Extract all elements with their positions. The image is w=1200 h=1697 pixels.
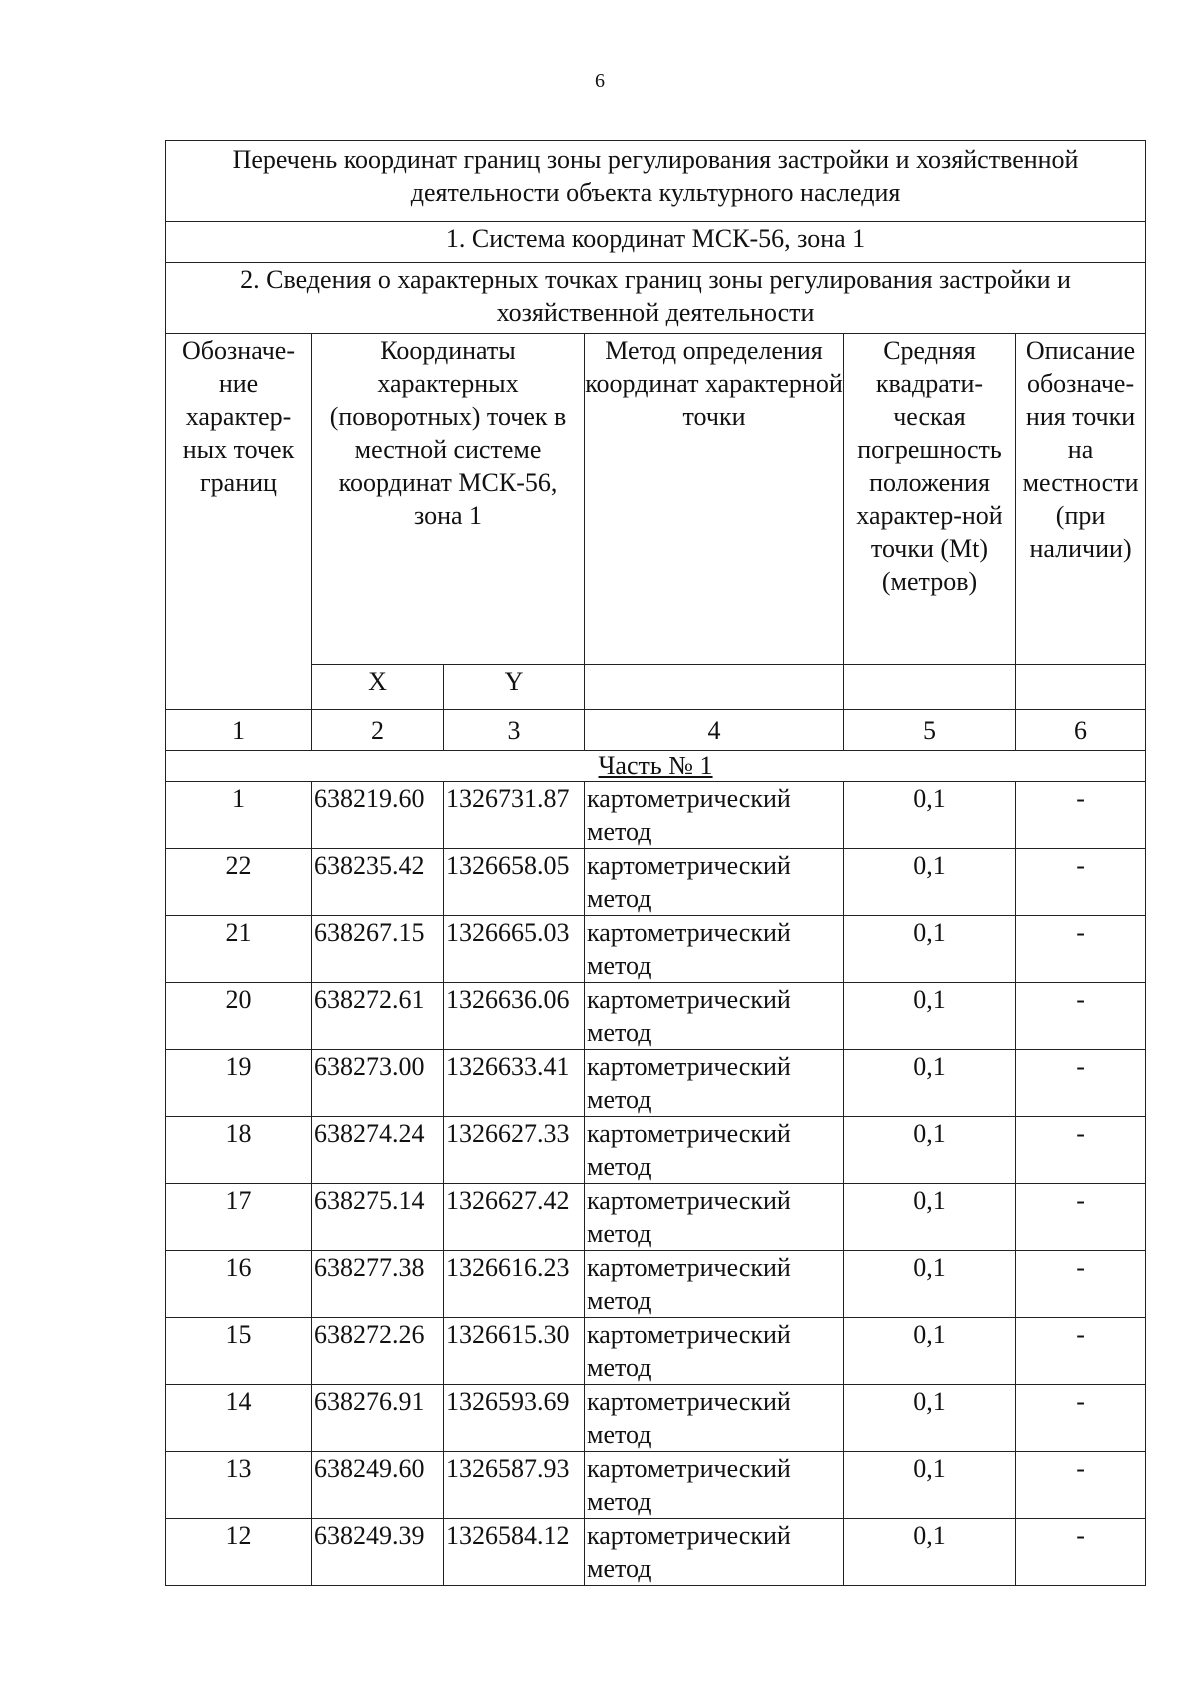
table-row bbox=[166, 1519, 1146, 1586]
coord-y: 1326665.03 bbox=[444, 916, 585, 983]
mean-error: 0,1 bbox=[844, 1251, 1016, 1318]
coord-y: 1326658.05 bbox=[444, 849, 585, 916]
table-row bbox=[166, 1318, 1146, 1385]
coordinate-system: 1. Система координат МСК-56, зона 1 bbox=[166, 222, 1146, 263]
part-label-cell bbox=[166, 751, 1146, 782]
method: картометрический метод bbox=[585, 1117, 844, 1184]
method: картометрический метод bbox=[585, 916, 844, 983]
method: картометрический метод bbox=[585, 983, 844, 1050]
coord-y: 1326633.41 bbox=[444, 1050, 585, 1117]
description: - bbox=[1016, 1519, 1146, 1586]
header-description-blank bbox=[1016, 665, 1146, 710]
mean-error: 0,1 bbox=[844, 1117, 1016, 1184]
mean-error: 0,1 bbox=[844, 916, 1016, 983]
column-number: 1 bbox=[166, 710, 312, 751]
table-row bbox=[166, 1184, 1146, 1251]
description: - bbox=[1016, 916, 1146, 983]
coordinates-table bbox=[165, 140, 1146, 1586]
column-number: 3 bbox=[444, 710, 585, 751]
point-number: 19 bbox=[166, 1050, 312, 1117]
point-number: 22 bbox=[166, 849, 312, 916]
part-label: Часть № 1 bbox=[598, 751, 713, 780]
header-error: Средняя квадрати-ческая погрешность положения характер-ной точки (Mt) (метров) bbox=[844, 334, 1016, 665]
column-number: 6 bbox=[1016, 710, 1146, 751]
method: картометрический метод bbox=[585, 1050, 844, 1117]
mean-error: 0,1 bbox=[844, 1318, 1016, 1385]
mean-error: 0,1 bbox=[844, 1452, 1016, 1519]
coord-x: 638277.38 bbox=[312, 1251, 444, 1318]
table-row bbox=[166, 1452, 1146, 1519]
mean-error: 0,1 bbox=[844, 849, 1016, 916]
coord-y: 1326616.23 bbox=[444, 1251, 585, 1318]
method: картометрический метод bbox=[585, 1318, 844, 1385]
header-point-designation: Обозначе-ние характер-ных точек границ bbox=[166, 334, 312, 710]
description: - bbox=[1016, 1117, 1146, 1184]
table-row bbox=[166, 782, 1146, 849]
coord-y: 1326584.12 bbox=[444, 1519, 585, 1586]
table-row bbox=[166, 1117, 1146, 1184]
point-number: 15 bbox=[166, 1318, 312, 1385]
coord-x: 638276.91 bbox=[312, 1385, 444, 1452]
coord-x: 638235.42 bbox=[312, 849, 444, 916]
column-number: 5 bbox=[844, 710, 1016, 751]
mean-error: 0,1 bbox=[844, 1050, 1016, 1117]
point-number: 13 bbox=[166, 1452, 312, 1519]
column-number: 4 bbox=[585, 710, 844, 751]
point-number: 1 bbox=[166, 782, 312, 849]
coord-y: 1326627.33 bbox=[444, 1117, 585, 1184]
coord-x: 638275.14 bbox=[312, 1184, 444, 1251]
header-y: Y bbox=[444, 665, 585, 710]
header-x: X bbox=[312, 665, 444, 710]
description: - bbox=[1016, 1050, 1146, 1117]
coord-y: 1326627.42 bbox=[444, 1184, 585, 1251]
description: - bbox=[1016, 1385, 1146, 1452]
table-row bbox=[166, 916, 1146, 983]
point-number: 18 bbox=[166, 1117, 312, 1184]
description: - bbox=[1016, 1318, 1146, 1385]
coord-x: 638274.24 bbox=[312, 1117, 444, 1184]
coord-y: 1326615.30 bbox=[444, 1318, 585, 1385]
coord-x: 638272.26 bbox=[312, 1318, 444, 1385]
coord-x: 638272.61 bbox=[312, 983, 444, 1050]
table-row bbox=[166, 1050, 1146, 1117]
method: картометрический метод bbox=[585, 1184, 844, 1251]
point-number: 16 bbox=[166, 1251, 312, 1318]
table-title: Перечень координат границ зоны регулирования застройки и хозяйственной деятельности объекта культурного наследия bbox=[166, 141, 1146, 222]
method: картометрический метод bbox=[585, 1251, 844, 1318]
table-row bbox=[166, 1251, 1146, 1318]
coord-x: 638249.60 bbox=[312, 1452, 444, 1519]
mean-error: 0,1 bbox=[844, 1519, 1016, 1586]
point-number: 14 bbox=[166, 1385, 312, 1452]
points-info-heading: 2. Сведения о характерных точках границ зоны регулирования застройки и хозяйственной деятельности bbox=[166, 263, 1146, 334]
header-coordinates: Координаты характерных (поворотных) точек в местной системе координат МСК-56, зона 1 bbox=[312, 334, 585, 665]
coord-x: 638267.15 bbox=[312, 916, 444, 983]
description: - bbox=[1016, 1452, 1146, 1519]
header-description: Описание обозначе-ния точки на местности (при наличии) bbox=[1016, 334, 1146, 665]
point-number: 12 bbox=[166, 1519, 312, 1586]
column-number: 2 bbox=[312, 710, 444, 751]
description: - bbox=[1016, 1184, 1146, 1251]
coord-y: 1326587.93 bbox=[444, 1452, 585, 1519]
method: картометрический метод bbox=[585, 1519, 844, 1586]
header-error-blank bbox=[844, 665, 1016, 710]
point-number: 20 bbox=[166, 983, 312, 1050]
mean-error: 0,1 bbox=[844, 782, 1016, 849]
description: - bbox=[1016, 983, 1146, 1050]
coord-x: 638273.00 bbox=[312, 1050, 444, 1117]
method: картометрический метод bbox=[585, 849, 844, 916]
description: - bbox=[1016, 1251, 1146, 1318]
point-number: 21 bbox=[166, 916, 312, 983]
point-number: 17 bbox=[166, 1184, 312, 1251]
coord-x: 638219.60 bbox=[312, 782, 444, 849]
description: - bbox=[1016, 782, 1146, 849]
mean-error: 0,1 bbox=[844, 1184, 1016, 1251]
table-row bbox=[166, 1385, 1146, 1452]
table-row bbox=[166, 849, 1146, 916]
coord-y: 1326593.69 bbox=[444, 1385, 585, 1452]
mean-error: 0,1 bbox=[844, 983, 1016, 1050]
mean-error: 0,1 bbox=[844, 1385, 1016, 1452]
method: картометрический метод bbox=[585, 1385, 844, 1452]
header-method-blank bbox=[585, 665, 844, 710]
coord-y: 1326636.06 bbox=[444, 983, 585, 1050]
coord-y: 1326731.87 bbox=[444, 782, 585, 849]
table-row bbox=[166, 983, 1146, 1050]
description: - bbox=[1016, 849, 1146, 916]
page-number: 6 bbox=[595, 70, 605, 92]
method: картометрический метод bbox=[585, 1452, 844, 1519]
coord-x: 638249.39 bbox=[312, 1519, 444, 1586]
method: картометрический метод bbox=[585, 782, 844, 849]
header-method: Метод определения координат характерной точки bbox=[585, 334, 844, 665]
